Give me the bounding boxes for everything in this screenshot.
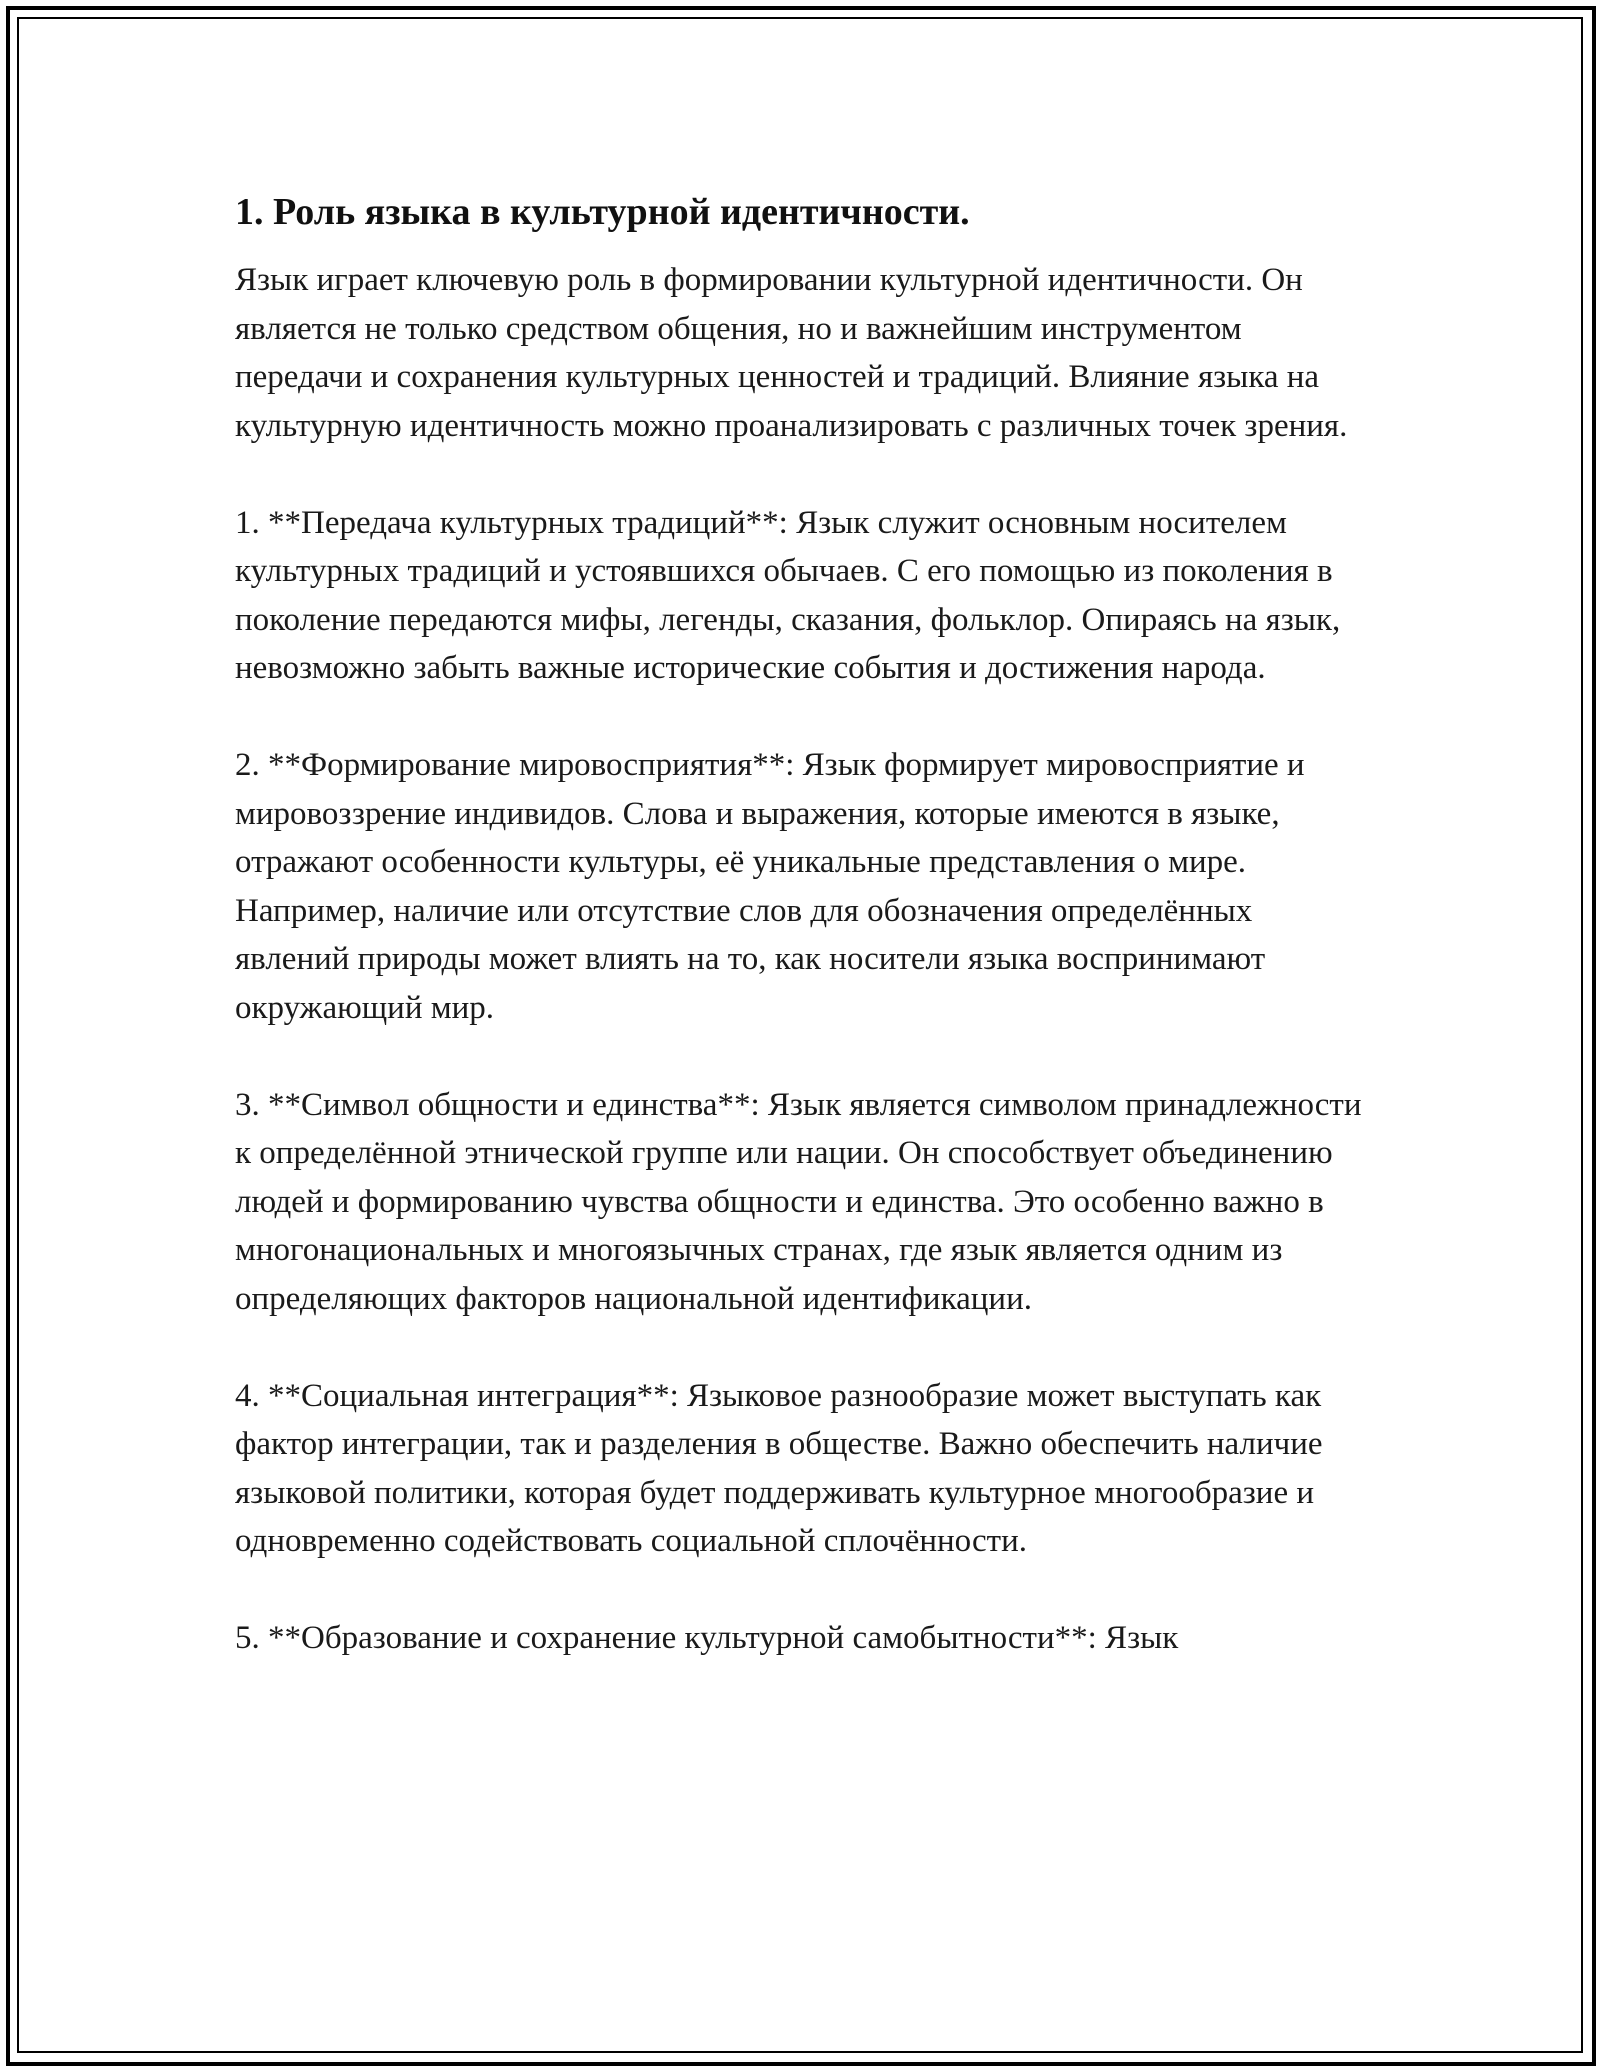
- section-heading: 1. Роль языка в культурной идентичности.: [235, 191, 970, 233]
- paragraph-education: 5. **Образование и сохранение культурной самобытности**: Язык: [235, 1620, 1179, 1656]
- paragraph-unity-symbol: 3. **Символ общности и единства**: Язык является символом принадлежности к определённой этнической группе или нации. Он способствует объединению людей и формированию чувства общности и единства. Это особенно важно в многонациональных и многоязычных странах, где язык является одним из определяющих факторов национальной идентификации.: [235, 1086, 1362, 1317]
- paragraph-social-integration: 4. **Социальная интеграция**: Языковое разнообразие может выступать как фактор интеграции, так и разделения в обществе. Важно обеспечить наличие языковой политики, которая будет поддерживать культурное многообразие и одновременно содействовать социальной сплочённости.: [235, 1377, 1323, 1559]
- document-body: [235, 186, 1365, 1711]
- paragraph-cultural-traditions: 1. **Передача культурных традиций**: Язык служит основным носителем культурных традиций и устоявшихся обычаев. С его помощью из поколения в поколение передаются мифы, легенды, сказания, фольклор. Опираясь на язык, невозможно забыть важные исторические события и достижения народа.: [235, 504, 1341, 686]
- intro-paragraph: Язык играет ключевую роль в формировании культурной идентичности. Он является не только средством общения, но и важнейшим инструментом передачи и сохранения культурных ценностей и традиций. Влияние языка на культурную идентичность можно проанализировать с различных точек зрения.: [235, 262, 1348, 444]
- paragraph-worldview: 2. **Формирование мировосприятия**: Язык формирует мировосприятие и мировоззрение индивидов. Слова и выражения, которые имеются в языке, отражают особенности культуры, её уникальные представления о мире. Например, наличие или отсутствие слов для обозначения определённых явлений природы может влиять на то, как носители языка воспринимают окружающий мир.: [235, 747, 1305, 1026]
